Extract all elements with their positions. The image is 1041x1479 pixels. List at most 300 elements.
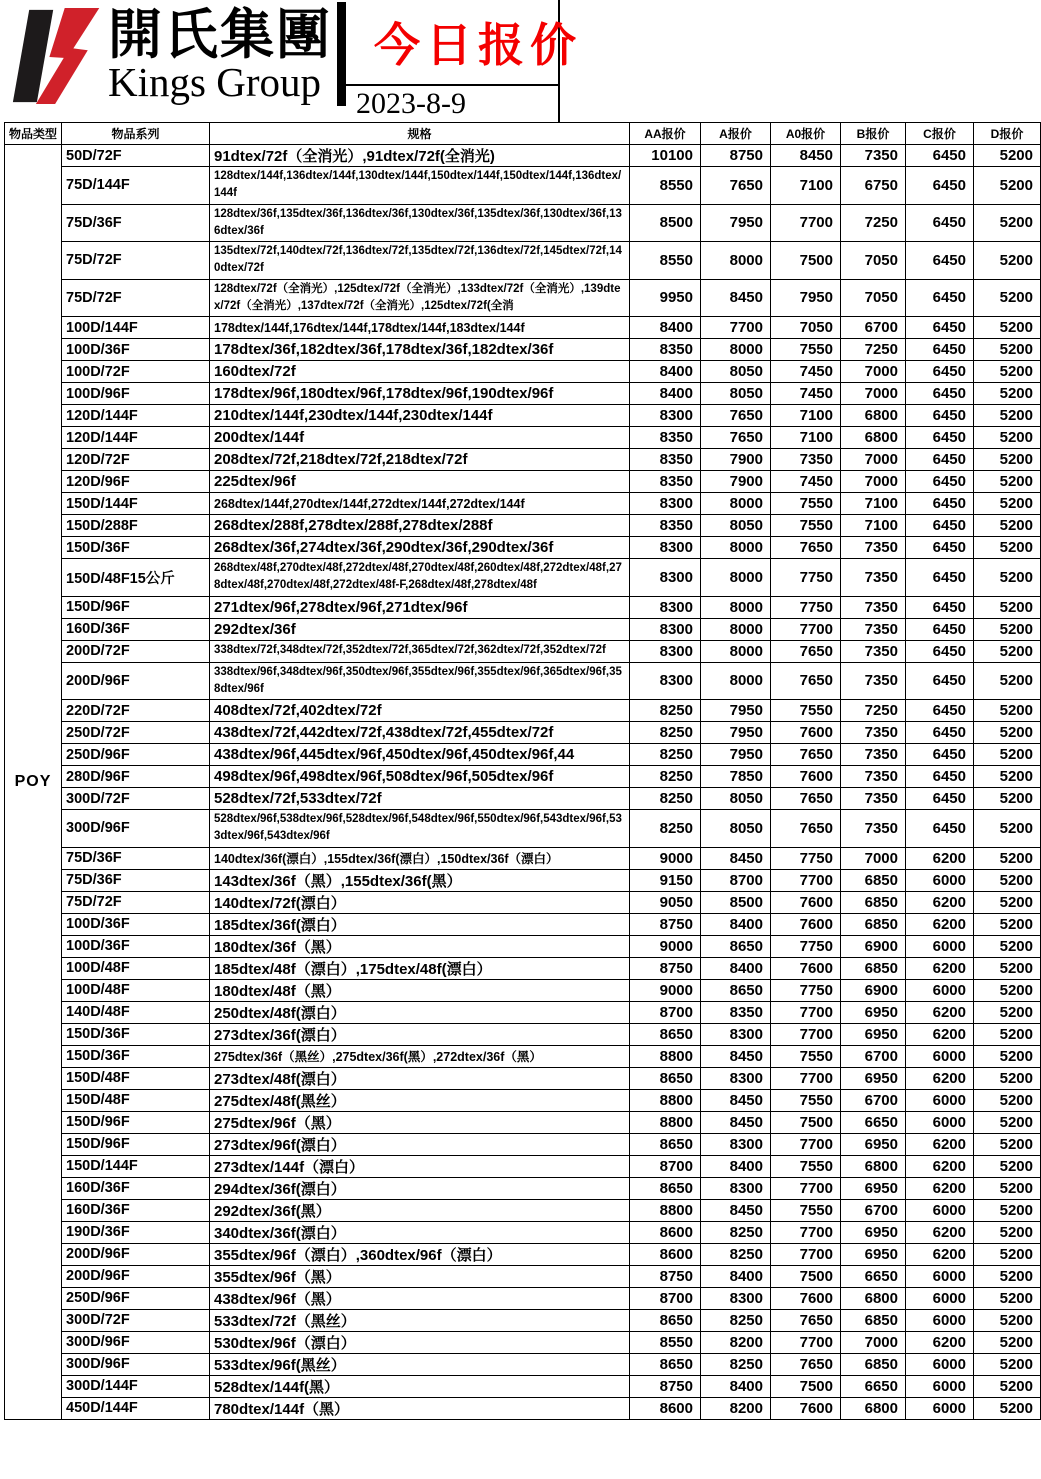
table-row <box>5 722 1041 744</box>
series-cell: 300D/72F <box>62 1309 210 1331</box>
price-cell: 7700 <box>771 1001 841 1023</box>
spec-cell: 528dtex/144f(黑） <box>210 1375 630 1397</box>
price-cell: 8250 <box>630 722 701 744</box>
spec-cell: 498dtex/96f,498dtex/96f,508dtex/96f,505dtex/96f <box>210 766 630 788</box>
price-cell: 6450 <box>906 640 974 662</box>
company-name-en: Kings Group <box>108 59 321 106</box>
series-cell: 100D/36F <box>62 935 210 957</box>
series-cell: 100D/48F <box>62 979 210 1001</box>
price-cell: 5200 <box>974 722 1041 744</box>
price-cell: 6000 <box>906 1397 974 1419</box>
spec-cell: 180dtex/36f（黑） <box>210 935 630 957</box>
spec-cell: 408dtex/72f,402dtex/72f <box>210 700 630 722</box>
series-cell: 120D/144F <box>62 427 210 449</box>
price-cell: 7950 <box>701 744 771 766</box>
price-cell: 8800 <box>630 1199 701 1221</box>
price-cell: 7750 <box>771 979 841 1001</box>
price-cell: 5200 <box>974 279 1041 317</box>
price-cell: 5200 <box>974 1067 1041 1089</box>
price-cell: 6450 <box>906 700 974 722</box>
series-cell: 150D/36F <box>62 1023 210 1045</box>
table-row <box>5 493 1041 515</box>
table-row <box>5 935 1041 957</box>
spec-cell: 128dtex/144f,136dtex/144f,130dtex/144f,150dtex/144f,150dtex/144f,136dtex/144f <box>210 167 630 205</box>
price-cell: 6200 <box>906 847 974 869</box>
price-cell: 7700 <box>771 618 841 640</box>
price-cell: 8500 <box>701 891 771 913</box>
table-row <box>5 1045 1041 1067</box>
price-cell: 8400 <box>630 383 701 405</box>
price-cell: 8650 <box>701 935 771 957</box>
price-cell: 8450 <box>701 1045 771 1067</box>
price-cell: 5200 <box>974 1001 1041 1023</box>
price-cell: 7550 <box>771 1045 841 1067</box>
price-cell: 5200 <box>974 1045 1041 1067</box>
spec-cell: 128dtex/72f（全消光）,125dtex/72f（全消光）,133dtex/72f（全消光）,139dtex/72f（全消光）,137dtex/72f（全消光）,125dtex/72f(全消 <box>210 279 630 317</box>
price-cell: 6700 <box>841 1199 906 1221</box>
price-cell: 7350 <box>841 537 906 559</box>
spec-cell: 140dtex/36f(漂白）,155dtex/36f(漂白）,150dtex/36f（漂白） <box>210 847 630 869</box>
price-cell: 8700 <box>630 1287 701 1309</box>
price-cell: 7650 <box>771 662 841 700</box>
series-cell: 75D/36F <box>62 869 210 891</box>
price-cell: 7650 <box>771 810 841 848</box>
price-cell: 8350 <box>701 1001 771 1023</box>
spec-cell: 340dtex/36f(漂白） <box>210 1221 630 1243</box>
spec-cell: 273dtex/48f(漂白） <box>210 1067 630 1089</box>
price-cell: 7650 <box>701 167 771 205</box>
quote-table <box>4 122 1041 1420</box>
spec-cell: 180dtex/48f（黑） <box>210 979 630 1001</box>
price-cell: 6450 <box>906 810 974 848</box>
price-cell: 6800 <box>841 1287 906 1309</box>
price-cell: 7650 <box>771 640 841 662</box>
price-cell: 8300 <box>630 559 701 597</box>
price-cell: 6700 <box>841 317 906 339</box>
table-row <box>5 596 1041 618</box>
price-cell: 7350 <box>841 596 906 618</box>
price-cell: 5200 <box>974 515 1041 537</box>
price-cell: 6450 <box>906 493 974 515</box>
spec-cell: 355dtex/96f（黑） <box>210 1265 630 1287</box>
price-cell: 5200 <box>974 361 1041 383</box>
table-row <box>5 204 1041 242</box>
price-cell: 7350 <box>841 145 906 167</box>
series-cell: 220D/72F <box>62 700 210 722</box>
table-row <box>5 957 1041 979</box>
series-cell: 150D/36F <box>62 537 210 559</box>
price-cell: 6200 <box>906 1155 974 1177</box>
table-row <box>5 1177 1041 1199</box>
price-cell: 5200 <box>974 1089 1041 1111</box>
table-row <box>5 1331 1041 1353</box>
table-row <box>5 427 1041 449</box>
price-cell: 6850 <box>841 913 906 935</box>
price-cell: 8250 <box>630 700 701 722</box>
table-row <box>5 1287 1041 1309</box>
price-cell: 5200 <box>974 1199 1041 1221</box>
price-cell: 7600 <box>771 913 841 935</box>
price-cell: 6450 <box>906 383 974 405</box>
price-cell: 7700 <box>771 1331 841 1353</box>
price-cell: 7350 <box>841 766 906 788</box>
spec-cell: 178dtex/96f,180dtex/96f,178dtex/96f,190dtex/96f <box>210 383 630 405</box>
column-header: 规格 <box>210 123 630 145</box>
price-cell: 6950 <box>841 1221 906 1243</box>
price-cell: 9000 <box>630 979 701 1001</box>
table-row <box>5 1023 1041 1045</box>
series-cell: 100D/36F <box>62 339 210 361</box>
spec-cell: 268dtex/288f,278dtex/288f,278dtex/288f <box>210 515 630 537</box>
price-cell: 8600 <box>630 1243 701 1265</box>
price-cell: 7750 <box>771 847 841 869</box>
series-cell: 75D/72F <box>62 891 210 913</box>
price-cell: 5200 <box>974 744 1041 766</box>
price-cell: 8450 <box>701 847 771 869</box>
price-cell: 8000 <box>701 559 771 597</box>
price-cell: 8250 <box>701 1243 771 1265</box>
price-cell: 7650 <box>701 427 771 449</box>
price-cell: 7550 <box>771 493 841 515</box>
spec-cell: 268dtex/48f,270dtex/48f,272dtex/48f,270dtex/48f,260dtex/48f,272dtex/48f,278dtex/48f,270dtex/48f,272dtex/48f-F,268dtex/48f,278dtex/48f <box>210 559 630 597</box>
price-cell: 6200 <box>906 1177 974 1199</box>
series-cell: 120D/72F <box>62 449 210 471</box>
price-cell: 7000 <box>841 471 906 493</box>
price-cell: 7550 <box>771 1089 841 1111</box>
price-cell: 8600 <box>630 1221 701 1243</box>
price-cell: 6200 <box>906 957 974 979</box>
price-cell: 8350 <box>630 339 701 361</box>
series-cell: 250D/96F <box>62 1287 210 1309</box>
price-cell: 7550 <box>771 515 841 537</box>
price-cell: 7700 <box>701 317 771 339</box>
price-cell: 8400 <box>701 913 771 935</box>
price-cell: 8300 <box>701 1177 771 1199</box>
price-cell: 8750 <box>630 957 701 979</box>
price-cell: 6200 <box>906 1133 974 1155</box>
price-cell: 9150 <box>630 869 701 891</box>
price-cell: 8400 <box>630 317 701 339</box>
price-cell: 6000 <box>906 869 974 891</box>
table-row <box>5 913 1041 935</box>
price-cell: 5200 <box>974 1309 1041 1331</box>
price-cell: 8350 <box>630 515 701 537</box>
price-cell: 8750 <box>630 1265 701 1287</box>
series-cell: 140D/48F <box>62 1001 210 1023</box>
price-cell: 7350 <box>771 449 841 471</box>
price-cell: 8550 <box>630 167 701 205</box>
table-row <box>5 1375 1041 1397</box>
spec-cell: 178dtex/144f,176dtex/144f,178dtex/144f,183dtex/144f <box>210 317 630 339</box>
column-header: 物品类型 <box>5 123 62 145</box>
price-cell: 5200 <box>974 891 1041 913</box>
spec-cell: 143dtex/36f（黑）,155dtex/36f(黑） <box>210 869 630 891</box>
price-cell: 7600 <box>771 722 841 744</box>
price-cell: 7550 <box>771 339 841 361</box>
price-cell: 8450 <box>771 145 841 167</box>
price-cell: 7100 <box>771 167 841 205</box>
price-cell: 5200 <box>974 788 1041 810</box>
price-cell: 7100 <box>771 427 841 449</box>
price-cell: 7600 <box>771 1287 841 1309</box>
price-cell: 8000 <box>701 339 771 361</box>
price-cell: 8650 <box>630 1023 701 1045</box>
price-cell: 5200 <box>974 766 1041 788</box>
spec-cell: 273dtex/36f(漂白） <box>210 1023 630 1045</box>
series-cell: 150D/96F <box>62 1111 210 1133</box>
series-cell: 100D/96F <box>62 383 210 405</box>
price-cell: 6800 <box>841 427 906 449</box>
price-cell: 7950 <box>701 722 771 744</box>
spec-cell: 533dtex/96f(黑丝） <box>210 1353 630 1375</box>
spec-cell: 438dtex/72f,442dtex/72f,438dtex/72f,455dtex/72f <box>210 722 630 744</box>
price-cell: 6950 <box>841 1243 906 1265</box>
price-cell: 7750 <box>771 559 841 597</box>
table-row <box>5 1221 1041 1243</box>
table-row <box>5 847 1041 869</box>
table-row <box>5 559 1041 597</box>
table-row <box>5 1111 1041 1133</box>
price-cell: 6900 <box>841 979 906 1001</box>
price-cell: 8450 <box>701 1111 771 1133</box>
price-cell: 7700 <box>771 1221 841 1243</box>
price-cell: 6450 <box>906 167 974 205</box>
series-cell: 75D/36F <box>62 847 210 869</box>
price-cell: 8050 <box>701 361 771 383</box>
price-cell: 8000 <box>701 537 771 559</box>
price-cell: 5200 <box>974 339 1041 361</box>
series-cell: 150D/48F <box>62 1067 210 1089</box>
spec-cell: 268dtex/36f,274dtex/36f,290dtex/36f,290dtex/36f <box>210 537 630 559</box>
column-header: 物品系列 <box>62 123 210 145</box>
price-cell: 5200 <box>974 537 1041 559</box>
price-cell: 8250 <box>630 744 701 766</box>
table-row <box>5 1353 1041 1375</box>
price-cell: 8250 <box>701 1309 771 1331</box>
table-row <box>5 1309 1041 1331</box>
price-cell: 8000 <box>701 242 771 280</box>
price-cell: 7000 <box>841 1331 906 1353</box>
price-cell: 9950 <box>630 279 701 317</box>
price-cell: 7000 <box>841 361 906 383</box>
price-cell: 6450 <box>906 596 974 618</box>
spec-cell: 294dtex/36f(漂白） <box>210 1177 630 1199</box>
price-cell: 8450 <box>701 279 771 317</box>
price-cell: 7000 <box>841 449 906 471</box>
price-cell: 7600 <box>771 957 841 979</box>
spec-cell: 275dtex/36f（黑丝）,275dtex/36f(黑）,272dtex/36f（黑） <box>210 1045 630 1067</box>
price-cell: 7100 <box>841 493 906 515</box>
spec-cell: 208dtex/72f,218dtex/72f,218dtex/72f <box>210 449 630 471</box>
series-cell: 250D/72F <box>62 722 210 744</box>
price-cell: 7500 <box>771 1265 841 1287</box>
price-cell: 8750 <box>630 913 701 935</box>
table-row <box>5 869 1041 891</box>
price-cell: 5200 <box>974 618 1041 640</box>
price-cell: 8300 <box>630 662 701 700</box>
table-row <box>5 1243 1041 1265</box>
price-cell: 8000 <box>701 662 771 700</box>
price-cell: 6450 <box>906 279 974 317</box>
price-cell: 8700 <box>630 1155 701 1177</box>
price-cell: 7950 <box>701 700 771 722</box>
series-cell: 450D/144F <box>62 1397 210 1419</box>
series-cell: 200D/72F <box>62 640 210 662</box>
logo-divider <box>337 2 346 106</box>
price-cell: 6000 <box>906 1089 974 1111</box>
series-cell: 75D/72F <box>62 279 210 317</box>
table-row <box>5 361 1041 383</box>
price-cell: 5200 <box>974 559 1041 597</box>
price-cell: 9000 <box>630 935 701 957</box>
table-row <box>5 618 1041 640</box>
price-cell: 6000 <box>906 1045 974 1067</box>
price-cell: 5200 <box>974 869 1041 891</box>
quote-title: 今日报价 <box>346 0 558 86</box>
table-head-row <box>5 123 1041 145</box>
series-cell: 100D/72F <box>62 361 210 383</box>
price-cell: 8250 <box>630 766 701 788</box>
table-row <box>5 471 1041 493</box>
spec-cell: 338dtex/96f,348dtex/96f,350dtex/96f,355dtex/96f,355dtex/96f,365dtex/96f,358dtex/96f <box>210 662 630 700</box>
spec-cell: 438dtex/96f,445dtex/96f,450dtex/96f,450dtex/96f,44 <box>210 744 630 766</box>
price-cell: 6200 <box>906 1243 974 1265</box>
price-cell: 7650 <box>771 1309 841 1331</box>
price-cell: 8400 <box>630 361 701 383</box>
price-cell: 5200 <box>974 317 1041 339</box>
table-row <box>5 383 1041 405</box>
table-row <box>5 640 1041 662</box>
price-cell: 8650 <box>630 1067 701 1089</box>
price-cell: 6850 <box>841 891 906 913</box>
price-cell: 8550 <box>630 242 701 280</box>
table-row <box>5 1155 1041 1177</box>
price-cell: 6900 <box>841 935 906 957</box>
price-cell: 8300 <box>701 1067 771 1089</box>
kings-group-logo <box>0 0 337 122</box>
price-cell: 8800 <box>630 1045 701 1067</box>
price-cell: 5200 <box>974 957 1041 979</box>
column-header: C报价 <box>906 123 974 145</box>
price-cell: 8000 <box>701 596 771 618</box>
price-cell: 6450 <box>906 204 974 242</box>
spec-cell: 135dtex/72f,140dtex/72f,136dtex/72f,135dtex/72f,136dtex/72f,145dtex/72f,140dtex/72f <box>210 242 630 280</box>
price-cell: 6450 <box>906 471 974 493</box>
price-cell: 7350 <box>841 810 906 848</box>
price-cell: 7650 <box>771 788 841 810</box>
table-row <box>5 1001 1041 1023</box>
price-cell: 8750 <box>701 145 771 167</box>
spec-cell: 128dtex/36f,135dtex/36f,136dtex/36f,130dtex/36f,135dtex/36f,130dtex/36f,136dtex/36f <box>210 204 630 242</box>
series-cell: 200D/96F <box>62 662 210 700</box>
series-cell: 75D/72F <box>62 242 210 280</box>
price-cell: 8550 <box>630 1331 701 1353</box>
price-cell: 6000 <box>906 1309 974 1331</box>
price-cell: 8300 <box>701 1023 771 1045</box>
table-row <box>5 1265 1041 1287</box>
price-cell: 7350 <box>841 788 906 810</box>
spec-cell: 780dtex/144f（黑） <box>210 1397 630 1419</box>
price-cell: 6000 <box>906 979 974 1001</box>
kings-logo-icon <box>10 4 106 108</box>
spec-cell: 292dtex/36f(黑） <box>210 1199 630 1221</box>
price-cell: 5200 <box>974 1331 1041 1353</box>
price-cell: 5200 <box>974 145 1041 167</box>
price-cell: 5200 <box>974 1243 1041 1265</box>
spec-cell: 185dtex/36f(漂白） <box>210 913 630 935</box>
price-cell: 7500 <box>771 1111 841 1133</box>
spec-cell: 273dtex/96f(漂白） <box>210 1133 630 1155</box>
price-cell: 8650 <box>630 1309 701 1331</box>
price-cell: 5200 <box>974 471 1041 493</box>
table-row <box>5 891 1041 913</box>
price-cell: 5200 <box>974 1353 1041 1375</box>
series-cell: 75D/144F <box>62 167 210 205</box>
series-cell: 300D/96F <box>62 810 210 848</box>
column-header: AA报价 <box>630 123 701 145</box>
price-cell: 6800 <box>841 405 906 427</box>
spec-cell: 185dtex/48f（漂白）,175dtex/48f(漂白） <box>210 957 630 979</box>
spec-cell: 268dtex/144f,270dtex/144f,272dtex/144f,272dtex/144f <box>210 493 630 515</box>
price-cell: 6000 <box>906 935 974 957</box>
price-cell: 6650 <box>841 1375 906 1397</box>
price-cell: 6000 <box>906 1353 974 1375</box>
table-row <box>5 662 1041 700</box>
spec-cell: 200dtex/144f <box>210 427 630 449</box>
price-cell: 5200 <box>974 449 1041 471</box>
price-cell: 8000 <box>701 493 771 515</box>
price-cell: 7750 <box>771 596 841 618</box>
table-row <box>5 242 1041 280</box>
series-cell: 150D/288F <box>62 515 210 537</box>
table-row <box>5 515 1041 537</box>
price-cell: 8400 <box>701 1375 771 1397</box>
price-cell: 5200 <box>974 493 1041 515</box>
series-cell: 300D/96F <box>62 1331 210 1353</box>
spec-cell: 275dtex/96f（黑） <box>210 1111 630 1133</box>
price-cell: 5200 <box>974 1287 1041 1309</box>
table-row <box>5 979 1041 1001</box>
series-cell: 150D/96F <box>62 1133 210 1155</box>
price-cell: 5200 <box>974 1221 1041 1243</box>
price-cell: 8500 <box>630 204 701 242</box>
price-cell: 8800 <box>630 1089 701 1111</box>
price-cell: 7350 <box>841 640 906 662</box>
spec-cell: 140dtex/72f(漂白） <box>210 891 630 913</box>
series-cell: 160D/36F <box>62 1199 210 1221</box>
price-cell: 7650 <box>771 1353 841 1375</box>
price-cell: 5200 <box>974 1023 1041 1045</box>
price-cell: 6450 <box>906 515 974 537</box>
price-cell: 6450 <box>906 339 974 361</box>
series-cell: 100D/48F <box>62 957 210 979</box>
price-cell: 8300 <box>630 596 701 618</box>
price-cell: 6750 <box>841 167 906 205</box>
spec-cell: 355dtex/96f（漂白）,360dtex/96f（漂白） <box>210 1243 630 1265</box>
price-cell: 6200 <box>906 913 974 935</box>
price-cell: 8000 <box>701 640 771 662</box>
price-cell: 7900 <box>701 471 771 493</box>
price-cell: 6200 <box>906 1023 974 1045</box>
price-cell: 5200 <box>974 242 1041 280</box>
price-cell: 8750 <box>630 1375 701 1397</box>
table-row <box>5 700 1041 722</box>
price-cell: 6000 <box>906 1375 974 1397</box>
price-cell: 6450 <box>906 788 974 810</box>
price-cell: 8250 <box>630 810 701 848</box>
price-cell: 5200 <box>974 383 1041 405</box>
series-cell: 50D/72F <box>62 145 210 167</box>
